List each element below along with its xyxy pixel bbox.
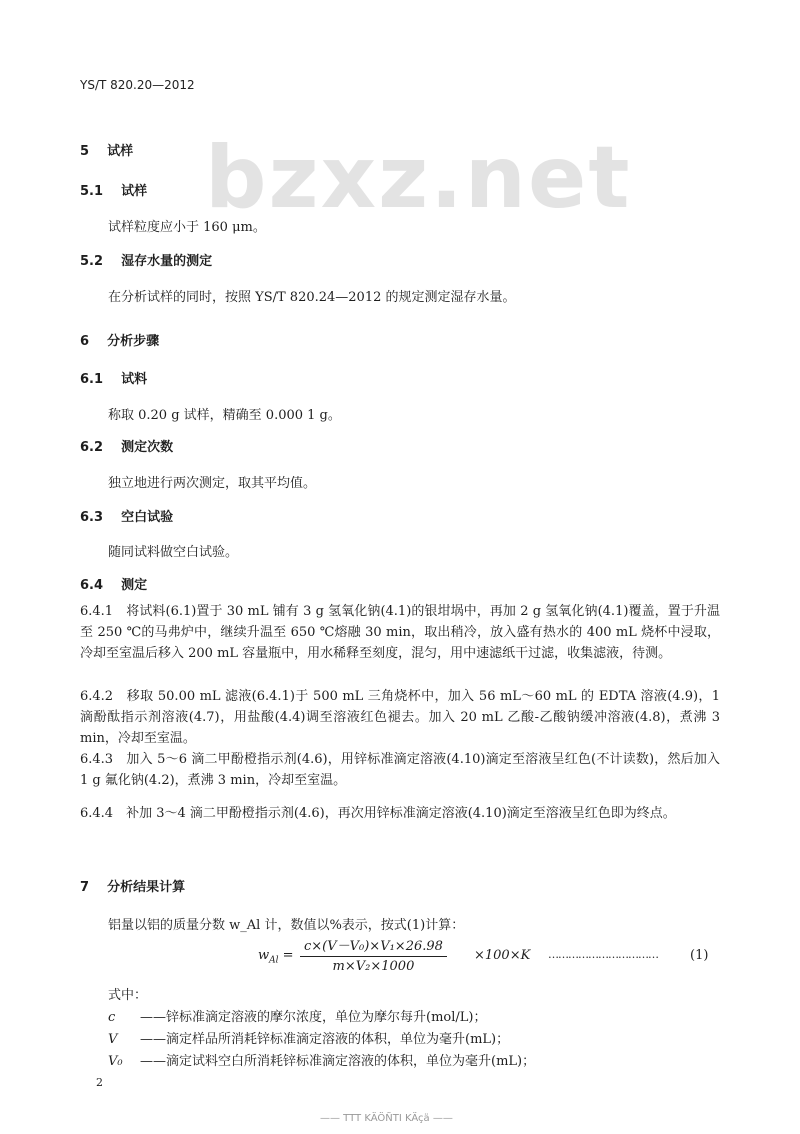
standard-number: YS/T 820.20—2012 <box>80 78 195 92</box>
definition-text: ——锌标准滴定溶液的摩尔浓度，单位为摩尔每升(mol/L)； <box>140 1010 487 1025</box>
section-number: 6.3 <box>80 510 104 525</box>
section-title: 试料 <box>121 372 148 387</box>
section-number: 6.1 <box>80 372 104 387</box>
section-number: 6 <box>80 334 90 349</box>
section-6-3-text: 随同试料做空白试验。 <box>108 545 239 560</box>
section-number: 5.2 <box>80 254 104 269</box>
definition-symbol: V₀ <box>108 1054 123 1069</box>
section-6-4-heading <box>80 574 147 593</box>
section-title: 分析步骤 <box>107 334 160 349</box>
watermark-text: bzxz.net <box>205 128 632 228</box>
definition-symbol: V <box>108 1032 118 1047</box>
section-title: 分析结果计算 <box>107 880 186 895</box>
formula-lhs-subscript: Al <box>269 955 279 966</box>
section-6-2-text: 独立地进行两次测定，取其平均值。 <box>108 476 317 491</box>
definition-v0 <box>108 1050 535 1069</box>
step-6-4-1: 6.4.1 将试料(6.1)置于 30 mL 铺有 3 g 氢氧化钠(4.1)的银坩埚中，再加 2 g 氢氧化钠(4.1)覆盖，置于升温至 250 ℃的马弗炉中，继续升温至 650 ℃熔融 30 min，取出稍冷，放入盛有热水的 400 mL 烧杯中浸取，冷却至室温后移入 200 mL 容量瓶中，用水稀释至刻度，混匀，用中速滤纸干过滤，收集滤液，待测。 <box>80 604 720 661</box>
definition-text: ——滴定试料空白所消耗锌标准滴定溶液的体积，单位为毫升(mL)； <box>140 1054 536 1069</box>
section-title: 试样 <box>107 144 134 159</box>
formula-equation-number: (1) <box>690 948 709 963</box>
section-title: 湿存水量的测定 <box>121 254 213 269</box>
step-6-4-4: 6.4.4 补加 3～4 滴二甲酚橙指示剂(4.6)，再次用锌标准滴定溶液(4.10)滴定至溶液呈红色即为终点。 <box>80 806 676 821</box>
formula-fraction <box>300 935 447 974</box>
definition-c <box>108 1006 486 1025</box>
footer-text: —— TTT KÄÖÑTI KÄçä —— <box>320 1113 453 1124</box>
where-label: 式中： <box>108 988 148 1003</box>
section-title: 试样 <box>121 184 148 199</box>
section-5-heading <box>80 140 133 159</box>
formula-leader: …………………………… <box>548 948 658 961</box>
definition-v <box>108 1028 509 1047</box>
section-6-1-text: 称取 0.20 g 试样，精确至 0.000 1 g。 <box>108 408 341 423</box>
section-6-1-heading <box>80 368 147 387</box>
section-6-heading <box>80 330 159 349</box>
definition-text: ——滴定样品所消耗锌标准滴定溶液的体积，单位为毫升(mL)； <box>140 1032 510 1047</box>
formula-tail: ×100×K <box>474 948 531 963</box>
definition-symbol: c <box>108 1010 116 1025</box>
section-title: 测定次数 <box>121 440 174 455</box>
section-title: 空白试验 <box>121 510 174 525</box>
section-5-2-text: 在分析试样的同时，按照 YS/T 820.24—2012 的规定测定湿存水量。 <box>108 290 516 305</box>
formula-lhs-symbol: w <box>258 948 270 963</box>
section-number: 6.4 <box>80 578 104 593</box>
section-number: 5.1 <box>80 184 104 199</box>
section-5-1-text: 试样粒度应小于 160 μm。 <box>108 220 266 235</box>
section-6-2-heading <box>80 436 173 455</box>
section-title: 测定 <box>121 578 148 593</box>
section-number: 5 <box>80 144 90 159</box>
section-number: 6.2 <box>80 440 104 455</box>
step-6-4-2: 6.4.2 移取 50.00 mL 滤液(6.4.1)于 500 mL 三角烧杯中，加入 56 mL～60 mL 的 EDTA 溶液(4.9)，1 滴酚酞指示剂溶液(4.7)，用盐酸(4.4)调至溶液红色褪去。加入 20 mL 乙酸-乙酸钠缓冲溶液(4.8)，煮沸 3 min，冷却至室温。 <box>80 689 720 746</box>
section-7-heading <box>80 876 185 895</box>
formula-numerator: c×(V－V₀)×V₁×26.98 <box>300 935 447 957</box>
page-number: 2 <box>96 1076 103 1089</box>
section-6-3-heading <box>80 506 173 525</box>
section-5-1-heading <box>80 180 147 199</box>
formula-denominator: m×V₂×1000 <box>332 959 415 974</box>
section-7-intro: 铝量以铝的质量分数 w_Al 计，数值以%表示，按式(1)计算： <box>108 918 465 933</box>
section-5-2-heading <box>80 250 212 269</box>
step-6-4-3: 6.4.3 加入 5～6 滴二甲酚橙指示剂(4.6)，用锌标准滴定溶液(4.10)滴定至溶液呈红色(不计读数)，然后加入 1 g 氟化钠(4.2)，煮沸 3 min，冷却至室温。 <box>80 752 720 788</box>
section-number: 7 <box>80 880 90 895</box>
formula-lhs: $w_{Al}$ = <box>258 948 294 966</box>
